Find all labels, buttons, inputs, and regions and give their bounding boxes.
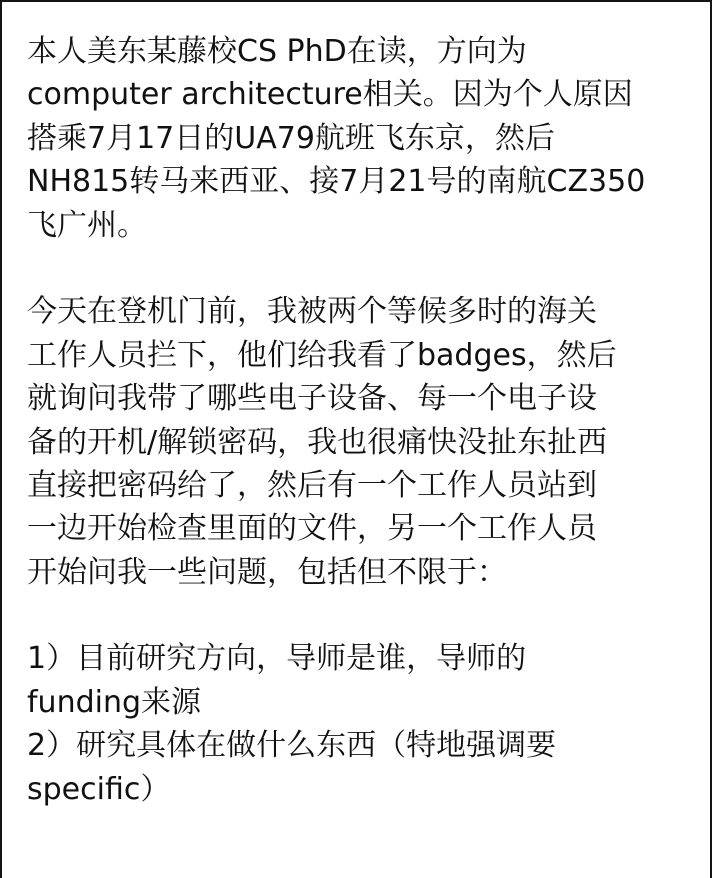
paragraph-spacer: [27, 247, 703, 290]
text-line: 飞广州。: [27, 207, 147, 243]
text-line: 开始问我一些问题，包括但不限于：: [27, 554, 507, 590]
list-item-line: 2）研究具体在做什么东西（特地强调要: [27, 728, 557, 764]
text-line: NH815转马来西亚、接7月21号的南航CZ350: [27, 164, 646, 200]
list-item-line: funding来源: [27, 684, 202, 720]
document-body: [27, 30, 703, 811]
paragraph-flight-itinerary: [27, 30, 703, 247]
text-line: 今天在登机门前，我被两个等候多时的海关: [27, 294, 597, 330]
text-line: 就询问我带了哪些电子设备、每一个电子设: [27, 381, 597, 417]
paragraph-spacer: [27, 594, 703, 637]
text-line: computer architecture相关。因为个人原因: [27, 77, 633, 113]
text-line: 工作人员拦下，他们给我看了badges，然后: [27, 337, 617, 373]
paragraph-questions-list: [27, 637, 703, 811]
text-line: 搭乘7月17日的UA79航班飞东京，然后: [27, 120, 555, 156]
list-item-line: specific）: [27, 771, 171, 807]
text-line: 备的开机/解锁密码，我也很痛快没扯东扯西: [27, 424, 608, 460]
list-item-line: 1）目前研究方向，导师是谁，导师的: [27, 641, 527, 677]
text-line: 一边开始检查里面的文件，另一个工作人员: [27, 511, 597, 547]
paragraph-customs-check: [27, 290, 703, 594]
text-line: 直接把密码给了，然后有一个工作人员站到: [27, 467, 597, 503]
text-line: 本人美东某藤校CS PhD在读，方向为: [27, 34, 527, 69]
